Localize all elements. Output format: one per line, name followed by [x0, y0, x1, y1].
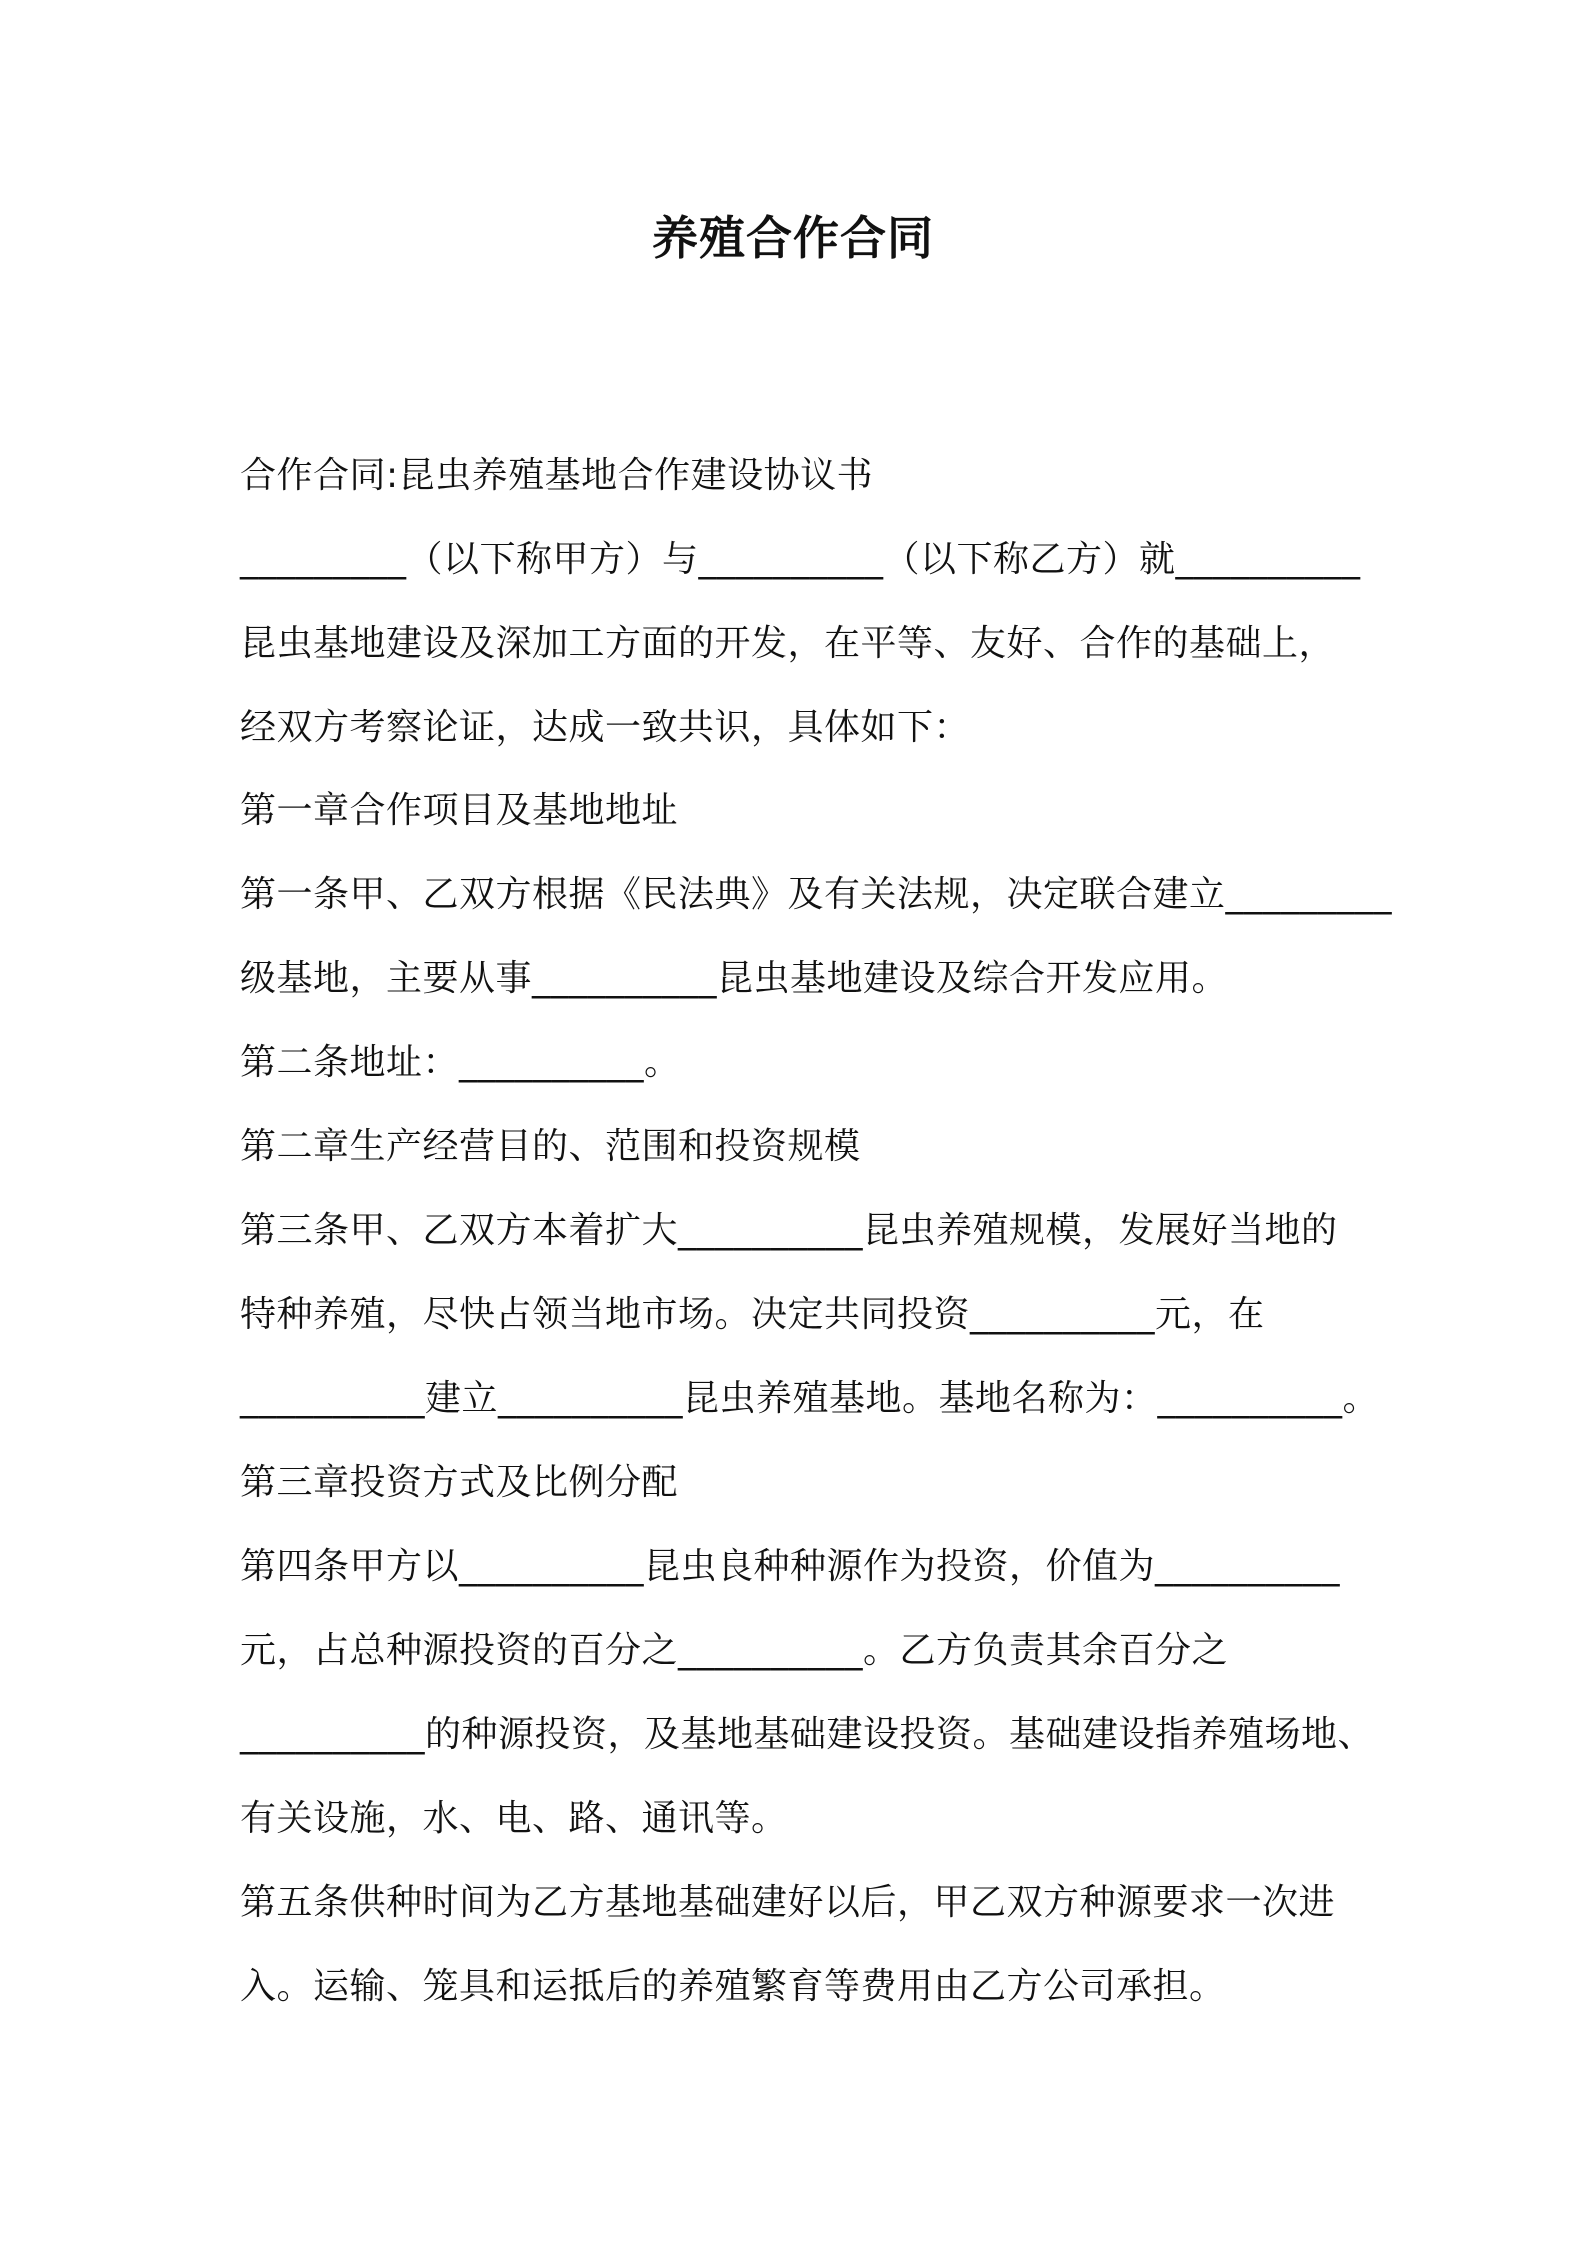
parties-line: _________（以下称甲方）与__________（以下称乙方）就__________: [240, 539, 1361, 580]
article-3-line-2: 特种养殖，尽快占领当地市场。决定共同投资__________元，在: [240, 1294, 1265, 1335]
article-3-line-1: 第三条甲、乙双方本着扩大__________昆虫养殖规模，发展好当地的: [240, 1210, 1338, 1251]
article-3-line-3: __________建立__________昆虫养殖基地。基地名称为：__________。: [240, 1378, 1380, 1419]
article-5-line-2: 入。运输、笼具和运抵后的养殖繁育等费用由乙方公司承担。: [240, 1966, 1226, 2007]
document-title: 养殖合作合同: [652, 211, 934, 265]
preamble-line-2: 经双方考察论证，达成一致共识，具体如下：: [240, 707, 971, 748]
article-4-line-1: 第四条甲方以__________昆虫良种种源作为投资，价值为__________: [240, 1546, 1341, 1587]
article-5-line-1: 第五条供种时间为乙方基地基础建好以后，甲乙双方种源要求一次进: [240, 1882, 1336, 1923]
article-1-line-2: 级基地，主要从事__________昆虫基地建设及综合开发应用。: [240, 958, 1229, 999]
article-2-line: 第二条地址：__________。: [240, 1042, 681, 1083]
article-4-line-2: 元，占总种源投资的百分之__________。乙方负责其余百分之: [240, 1630, 1229, 1671]
article-4-line-4: 有关设施，水、电、路、通讯等。: [240, 1798, 788, 1839]
preamble-line-1: 昆虫基地建设及深加工方面的开发，在平等、友好、合作的基础上，: [240, 623, 1336, 664]
chapter-1-heading: 第一章合作项目及基地地址: [240, 790, 679, 831]
subtitle-line: 合作合同:昆虫养殖基地合作建设协议书: [240, 455, 874, 496]
chapter-3-heading: 第三章投资方式及比例分配: [240, 1462, 679, 1503]
chapter-2-heading: 第二章生产经营目的、范围和投资规模: [240, 1126, 861, 1167]
article-4-line-3: __________的种源投资，及基地基础建设投资。基础建设指养殖场地、: [240, 1714, 1375, 1755]
article-1-line-1: 第一条甲、乙双方根据《民法典》及有关法规，决定联合建立_________: [240, 874, 1393, 915]
